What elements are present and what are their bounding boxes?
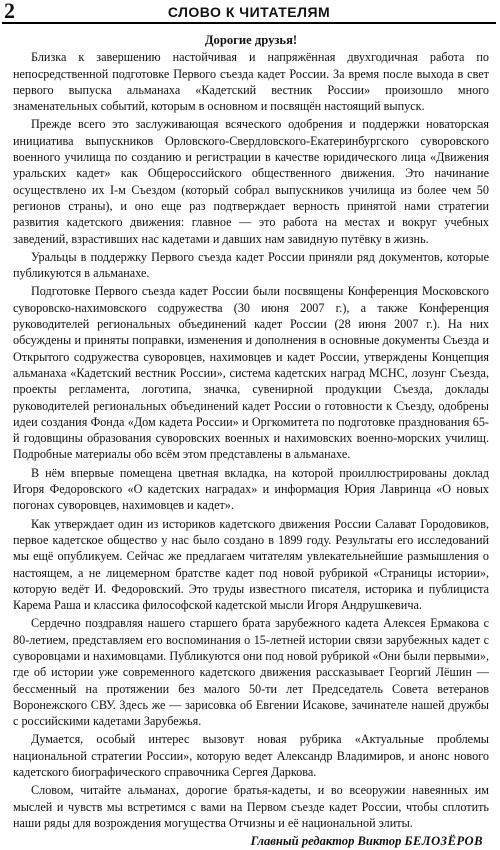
paragraph-6: Как утверждает один из историков кадетского движения России Салават Городовиков, первое кадетское общество у нас было создано в 1899 году. Результаты его исследований мы ещё опубликуем. Сейчас же предлагаем читателям увлекательнейшие размышления о настоящем, а не лицемерном братстве кадет под новой рубрикой «Страницы истории», которую ведёт И. Федоровский. Это труды известного писателя, историка и публициста Карема Раша и классика философской кадетской мысли Игоря Андрушкевича.: [13, 516, 489, 613]
paragraph-5: В нём впервые помещена цветная вкладка, на которой проиллюстрированы доклад Игоря Федоровского «О кадетских наградах» и информация Юрия Лавринца «О новых погонах суворовцев, нахимовцев и кадет».: [13, 465, 489, 513]
signature-role: Главный редактор Виктор: [250, 834, 402, 849]
paragraph-1: Близка к завершению настойчивая и напряжённая двухгодичная работа по непосредственной подготовке Первого съезда кадет России. За время после выхода в свет первого выпуска альманаха «Кадетский вестник России» произошло много знаменательных событий, которым в основном и посвящён настоящий выпуск.: [13, 50, 489, 114]
paragraph-8: Думается, особый интерес вызовут новая рубрика «Актуальные проблемы национальной стратегии России», которую ведет Александр Владимиров, и анонс нового кадетского биографического справочника Сергея Даркова.: [13, 732, 489, 780]
page-header: [2, 2, 496, 24]
paragraph-9: Словом, читайте альманах, дорогие братья-кадеты, и во всеоружии навеянных им мыслей и чувств мы встретимся с вами на Первом съезде кадет России, чтобы сплотить наши ряды для возрождения могущества Отчизны и её национальной элиты.: [13, 783, 489, 830]
paragraph-3: Уральцы в поддержку Первого съезда кадет России приняли ряд документов, которые публикуются в альманахе.: [13, 249, 489, 281]
letter-body: [13, 32, 489, 850]
signature-name: БЕЛОЗЁРОВ: [404, 834, 483, 849]
paragraph-4: Подготовке Первого съезда кадет России были посвящены Конференция Московского суворовско-нахимовского содружества (30 июня 2007 г.), а также Конференция руководителей региональных объединений кадет России (28 июня 2007 г.). На них обсуждены и приняты поправки, изменения и дополнения в основные документы Съезда и Открытого содружества суворовцев, нахимовцев и кадет России, утверждены Концепция альманаха «Кадетский вестник России», система кадетских наград МСНС, лозунг Съезда, проекты регламента, логотипа, значка, сувенирной продукции Съезда, доклады руководителей региональных объединений кадет России о готовности к Съезду, одобрены идеи создания Фонда «Дом кадета России» и Оргкомитета по подготовке празднования 65-й годовщины образования суворовских военных и нахимовских военно-морских училищ. Подробные материалы обо всём этом представлены в альманахе.: [13, 284, 489, 462]
page-number: 2: [4, 0, 15, 23]
greeting: Дорогие друзья!: [204, 33, 298, 47]
paragraph-2: Прежде всего это заслуживающая всяческого одобрения и поддержки новаторская инициатива выпускников Орловского-Свердловского-Екатеринбургского суворовского военного училища по созданию и регистрации в качестве юридического лица «Движения уральских кадет» как Общероссийского общественного движения. Это начинание осуществлено их I-м Съездом (который собрал выпускников училища из более чем 50 регионов страны), и оно еще раз подтверждает верность принятой нами стратегии развития кадетского движения: главное — это работа на местах и вокруг учебных заведений, взрастивших нас кадетами и давших нам завидную путёвку в жизнь.: [13, 117, 489, 246]
paragraph-7: Сердечно поздравляя нашего старшего брата зарубежного кадета Алексея Ермакова с 80-летием, представляем его воспоминания о 15-летней истории связи зарубежных кадет с суворовцами и нахимовцами. Публикуются они под новой рубрикой «Они были первыми», где об истории уже современного кадетского движения рассказывает Георгий Лёшин — бессменный на протяжении без малого 50-ти лет Председатель Совета ветеранов Воронежского СВУ. Здесь же — зарисовка об Евгении Исакове, зачинателе нашей дружбы с российскими кадетами Зарубежья.: [13, 616, 489, 729]
signature: [13, 833, 483, 849]
running-title: СЛОВО К ЧИТАТЕЛЯМ: [167, 4, 331, 20]
